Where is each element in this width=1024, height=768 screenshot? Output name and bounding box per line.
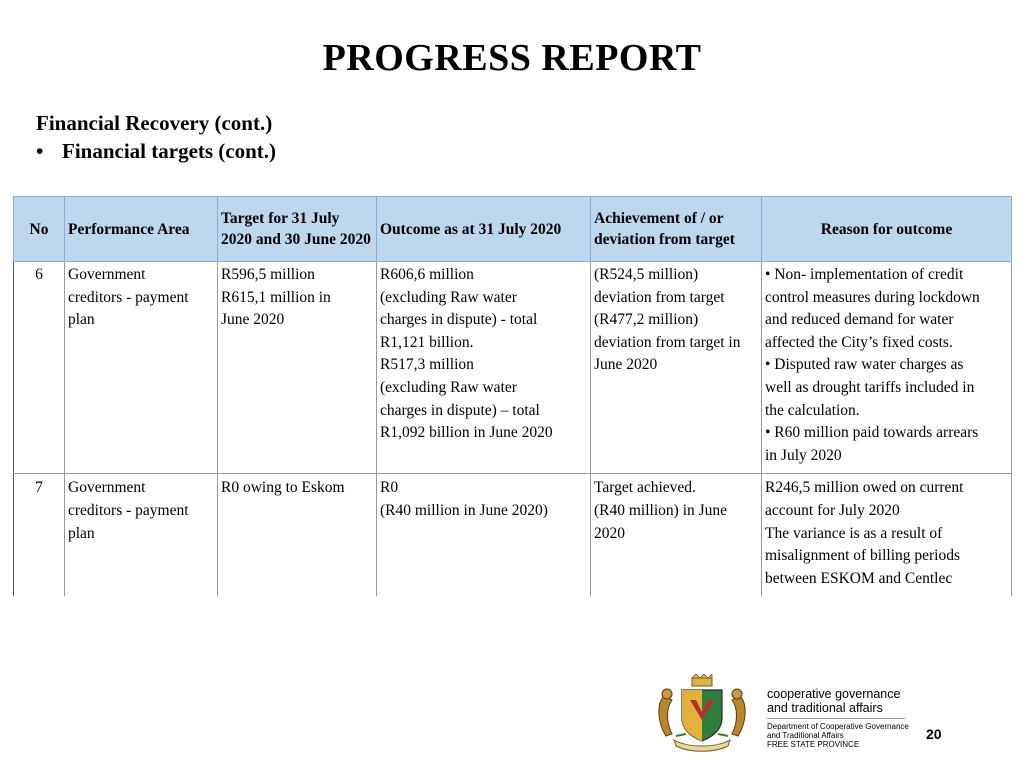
- cell-line: Government: [68, 479, 146, 497]
- cell-no: 6: [14, 262, 65, 474]
- department-branding: [767, 687, 909, 749]
- org-name-line2: and traditional affairs: [767, 701, 883, 715]
- cell-outcome: [377, 262, 591, 474]
- org-name-line1: cooperative governance: [767, 687, 901, 701]
- cell-performance-area: [65, 474, 218, 596]
- cell-line: account for July 2020: [765, 501, 900, 519]
- cell-line: charges in dispute) – total: [380, 401, 540, 419]
- cell-line: the calculation.: [765, 401, 860, 419]
- cell-line: control measures during lockdown: [765, 288, 980, 306]
- cell-line: • Non- implementation of credit: [765, 266, 964, 283]
- cell-line: and reduced demand for water: [765, 311, 954, 329]
- dept-name-line2: and Traditional Affairs: [767, 731, 844, 740]
- cell-line: R0: [380, 479, 399, 497]
- cell-line: (R40 million in June 2020): [380, 501, 548, 519]
- cell-line: plan: [68, 524, 95, 542]
- cell-no: 7: [14, 474, 65, 596]
- cell-line: R246,5 million owed on current: [765, 479, 964, 497]
- cell-line: affected the City’s fixed costs.: [765, 333, 953, 351]
- table-row: [14, 474, 1012, 596]
- cell-reason: [762, 474, 1012, 596]
- subsection-label: Financial targets (cont.): [62, 139, 277, 163]
- cell-line: deviation from target: [594, 288, 725, 306]
- cell-line: creditors - payment: [68, 501, 189, 519]
- bullet-icon: •: [36, 139, 44, 163]
- cell-line: deviation from target in: [594, 333, 741, 351]
- subsection-heading: [36, 139, 276, 164]
- cell-target: [218, 474, 377, 596]
- cell-line: between ESKOM and Centlec: [765, 569, 953, 587]
- table-header-row: [14, 197, 1012, 262]
- header-achievement: Achievement of / or deviation from target: [591, 197, 762, 262]
- cell-outcome: [377, 474, 591, 596]
- cell-line: R606,6 million: [380, 266, 474, 283]
- cell-line: 2020: [594, 524, 625, 542]
- cell-line: (R524,5 million): [594, 266, 699, 283]
- cell-line: in July 2020: [765, 446, 842, 464]
- table-row: [14, 262, 1012, 474]
- cell-performance-area: [65, 262, 218, 474]
- cell-achievement: [591, 262, 762, 474]
- header-performance-area: Performance Area: [65, 197, 218, 262]
- cell-line: June 2020: [221, 311, 285, 329]
- cell-target: [218, 262, 377, 474]
- cell-line: misalignment of billing periods: [765, 547, 961, 565]
- page-title: PROGRESS REPORT: [322, 37, 702, 79]
- cell-line: • R60 million paid towards arrears: [765, 424, 979, 442]
- cell-line: R1,092 billion in June 2020: [380, 424, 553, 442]
- cell-line: (R40 million) in June: [594, 501, 728, 519]
- cell-achievement: [591, 474, 762, 596]
- cell-line: R1,121 billion.: [380, 333, 474, 351]
- page-number: 20: [926, 726, 942, 742]
- cell-line: (R477,2 million): [594, 311, 699, 329]
- cell-line: Target achieved.: [594, 479, 696, 497]
- cell-line: June 2020: [594, 356, 658, 374]
- cell-line: plan: [68, 311, 95, 329]
- header-target: Target for 31 July 2020 and 30 June 2020: [218, 197, 377, 262]
- cell-line: (excluding Raw water: [380, 378, 517, 396]
- cell-line: well as drought tariffs included in: [765, 378, 975, 396]
- cell-reason: [762, 262, 1012, 474]
- section-heading: Financial Recovery (cont.): [36, 111, 273, 135]
- cell-line: charges in dispute) - total: [380, 311, 538, 329]
- cell-line: The variance is as a result of: [765, 524, 943, 542]
- cell-line: R0 owing to Eskom: [221, 479, 345, 497]
- header-outcome: Outcome as at 31 July 2020: [377, 197, 591, 262]
- header-reason: Reason for outcome: [762, 197, 1012, 262]
- dept-name-line1: Department of Cooperative Governance: [767, 722, 909, 731]
- header-no: No: [14, 197, 65, 262]
- cell-line: creditors - payment: [68, 288, 189, 306]
- cell-line: • Disputed raw water charges as: [765, 356, 964, 374]
- cell-line: Government: [68, 266, 146, 283]
- progress-table: [13, 196, 1012, 596]
- coat-of-arms-icon: [652, 674, 752, 754]
- divider: [767, 718, 905, 719]
- cell-line: R615,1 million in: [221, 288, 331, 306]
- cell-line: R596,5 million: [221, 266, 315, 283]
- cell-line: R517,3 million: [380, 356, 474, 374]
- cell-line: (excluding Raw water: [380, 288, 517, 306]
- dept-province: FREE STATE PROVINCE: [767, 740, 860, 749]
